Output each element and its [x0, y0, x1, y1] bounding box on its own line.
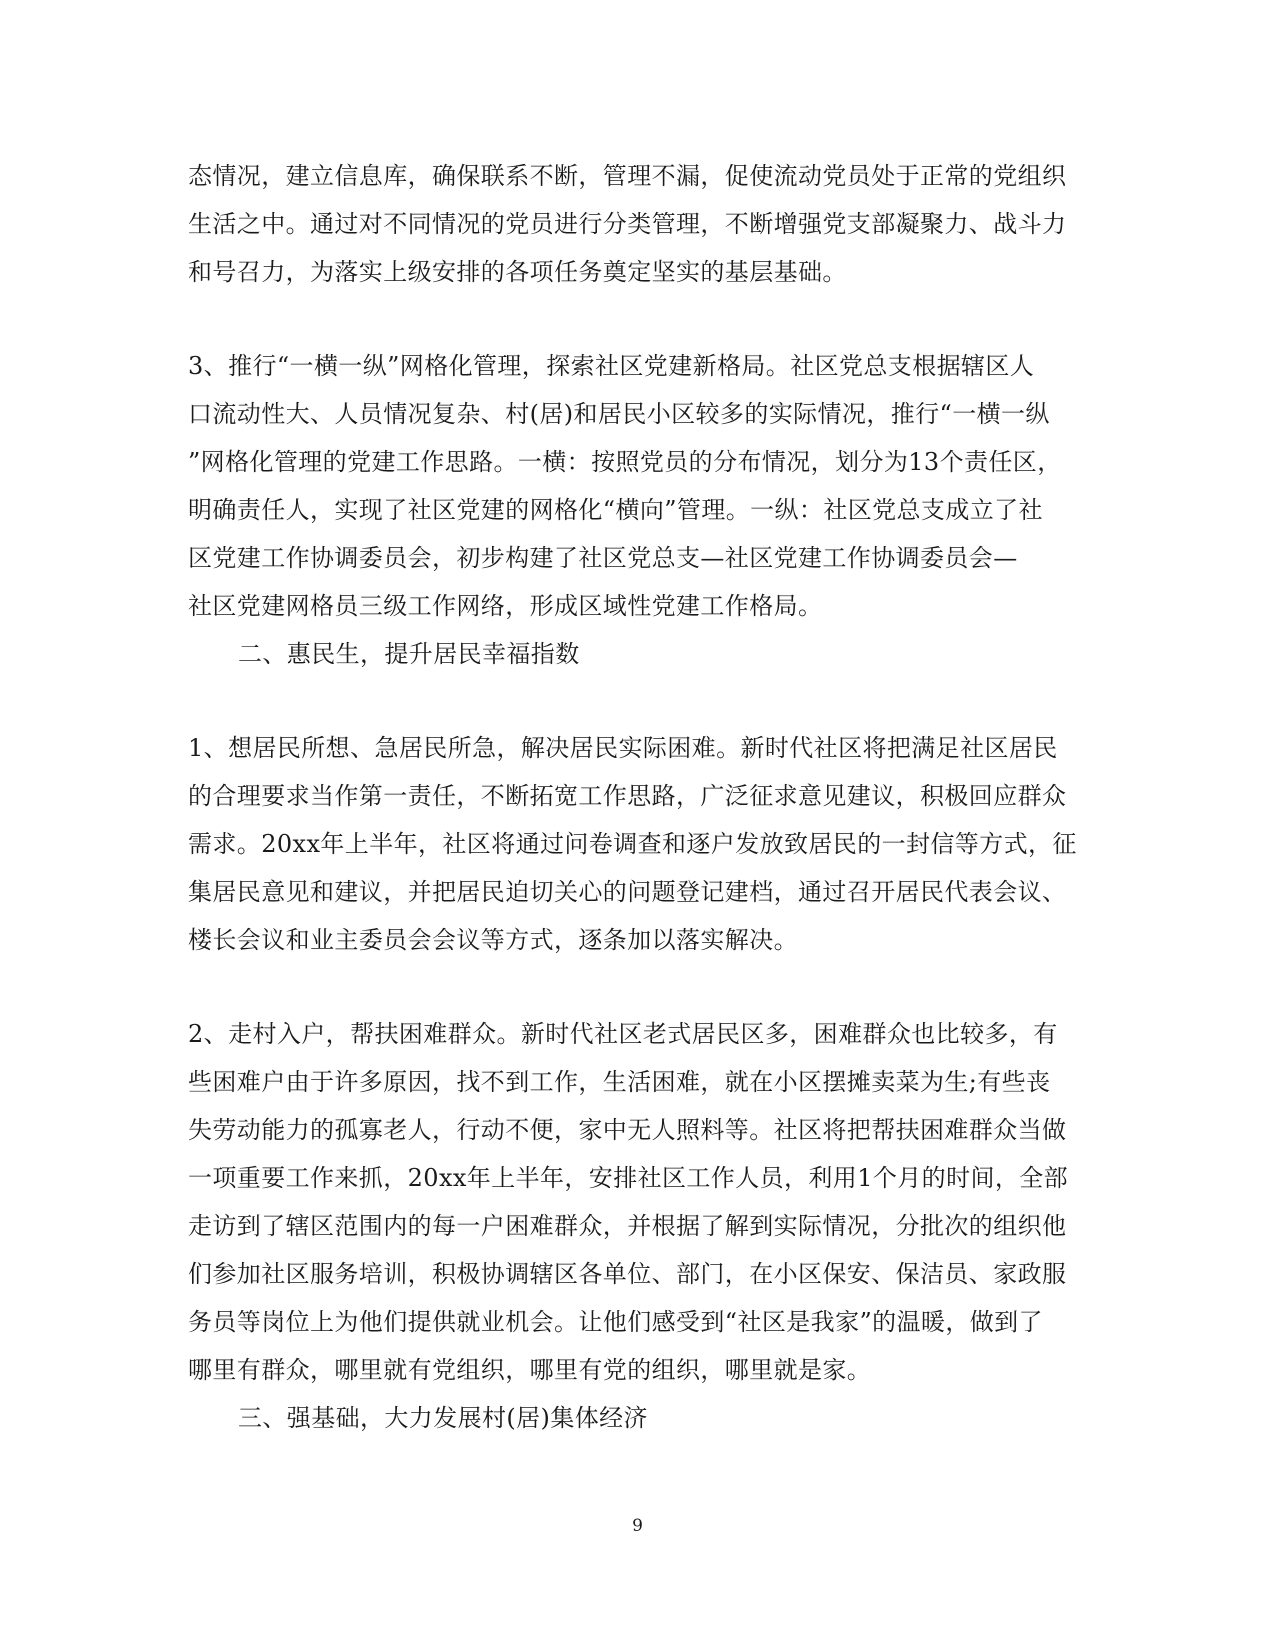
body-text-line: 集居民意见和建议，并把居民迫切关心的问题登记建档，通过召开居民代表会议、: [188, 878, 1067, 906]
body-text-line: 生活之中。通过对不同情况的党员进行分类管理，不断增强党支部凝聚力、战斗力: [188, 210, 1067, 238]
body-text-line: 楼长会议和业主委员会会议等方式，逐条加以落实解决。: [188, 926, 798, 954]
body-text-line: 明确责任人，实现了社区党建的网格化“横向”管理。一纵：社区党总支成立了社: [188, 496, 1043, 524]
body-text-line: 们参加社区服务培训，积极协调辖区各单位、部门，在小区保安、保洁员、家政服: [188, 1260, 1067, 1288]
body-text-line: 一项重要工作来抓，20xx年上半年，安排社区工作人员，利用1个月的时间，全部: [188, 1164, 1069, 1192]
body-text-line: 1、想居民所想、急居民所急，解决居民实际困难。新时代社区将把满足社区居民: [188, 734, 1058, 762]
body-text-line: 态情况，建立信息库，确保联系不断，管理不漏，促使流动党员处于正常的党组织: [188, 162, 1067, 190]
page-number: 9: [632, 1516, 643, 1536]
body-text-line: 口流动性大、人员情况复杂、村(居)和居民小区较多的实际情况，推行“一横一纵: [188, 400, 1050, 428]
body-text-line: 务员等岗位上为他们提供就业机会。让他们感受到“社区是我家”的温暖，做到了: [188, 1308, 1043, 1336]
body-text-line: 2、走村入户，帮扶困难群众。新时代社区老式居民区多，困难群众也比较多，有: [188, 1020, 1058, 1048]
body-text-line: ”网格化管理的党建工作思路。一横：按照党员的分布情况，划分为13个责任区，: [188, 448, 1062, 476]
body-text-line: 失劳动能力的孤寡老人，行动不便，家中无人照料等。社区将把帮扶困难群众当做: [188, 1116, 1067, 1144]
body-text-line: 社区党建网格员三级工作网络，形成区域性党建工作格局。: [188, 592, 823, 620]
body-text-line: 哪里有群众，哪里就有党组织，哪里有党的组织，哪里就是家。: [188, 1356, 872, 1384]
body-text-line: 些困难户由于许多原因，找不到工作，生活困难，就在小区摆摊卖菜为生;有些丧: [188, 1068, 1051, 1096]
body-text-line: 区党建工作协调委员会，初步构建了社区党总支—社区党建工作协调委员会—: [188, 544, 1018, 572]
body-text-line: 和号召力，为落实上级安排的各项任务奠定坚实的基层基础。: [188, 258, 847, 286]
body-text-line: 的合理要求当作第一责任，不断拓宽工作思路，广泛征求意见建议，积极回应群众: [188, 782, 1067, 810]
section-heading: 二、惠民生，提升居民幸福指数: [238, 640, 580, 668]
section-heading: 三、强基础，大力发展村(居)集体经济: [238, 1404, 648, 1432]
body-text-line: 3、推行“一横一纵”网格化管理，探索社区党建新格局。社区党总支根据辖区人: [188, 352, 1035, 380]
body-text-line: 需求。20xx年上半年，社区将通过问卷调查和逐户发放致居民的一封信等方式，征: [188, 830, 1077, 858]
body-text-line: 走访到了辖区范围内的每一户困难群众，并根据了解到实际情况，分批次的组织他: [188, 1212, 1067, 1240]
